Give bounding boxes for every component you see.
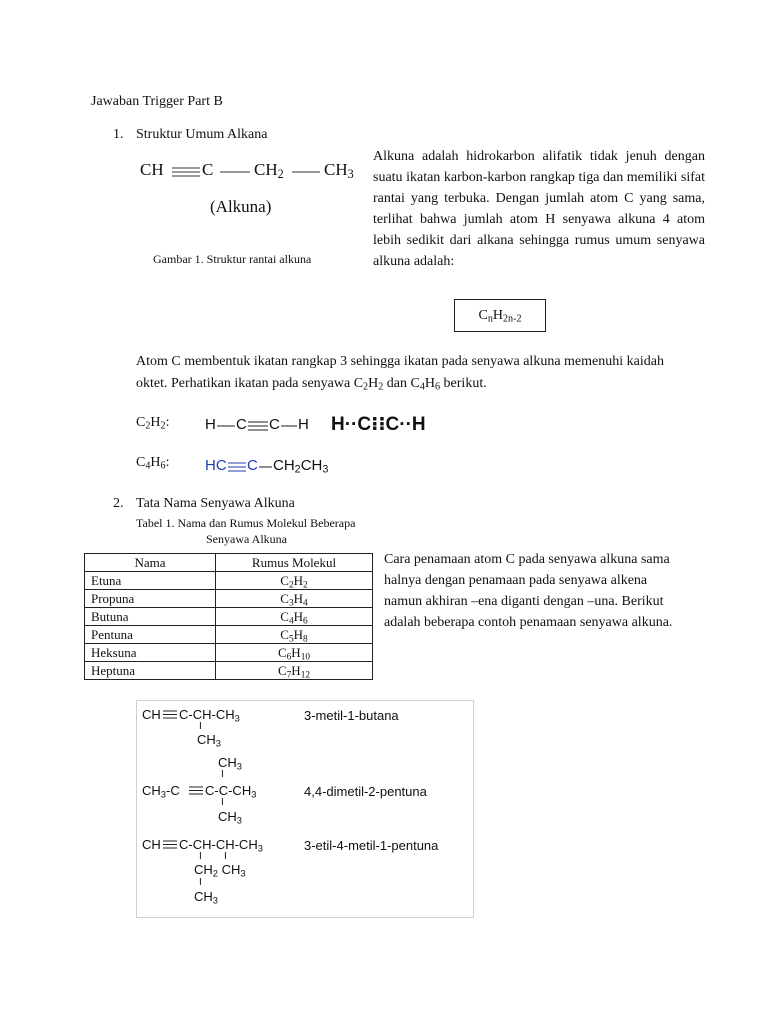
table-row xyxy=(85,572,373,590)
example-2-name: 4,4-dimetil-2-pentuna xyxy=(304,784,427,799)
table-row xyxy=(85,626,373,644)
table-row xyxy=(85,590,373,608)
atom-c: C xyxy=(202,160,214,179)
table-cell-formula: $C_4H_6$ xyxy=(216,608,373,626)
c2h2-label: $C_2H_2$: xyxy=(136,415,170,432)
table-row xyxy=(85,608,373,626)
table-caption-line-1: Tabel 1. Nama dan Rumus Molekul Beberapa xyxy=(136,516,356,530)
naming-examples-figure xyxy=(136,700,474,918)
section-2-title: Tata Nama Senyawa Alkuna xyxy=(136,496,295,511)
atom-ch3: $CH_3$ xyxy=(324,160,354,182)
table-row xyxy=(85,644,373,662)
table-cell-name: Heptuna xyxy=(85,662,216,680)
document-heading: Jawaban Trigger Part B xyxy=(91,94,223,109)
table-cell-formula: $C_7H_{12}$ xyxy=(216,662,373,680)
table-cell-formula: $C_2H_2$ xyxy=(216,572,373,590)
table-cell-formula: $C_6H_{10}$ xyxy=(216,644,373,662)
alkyne-structure-label: (Alkuna) xyxy=(210,197,272,216)
table-header-name: Nama xyxy=(85,554,216,572)
octet-paragraph: Atom C membentuk ikatan rangkap 3 sehingga ikatan pada senyawa alkuna memenuhi kaidah oktet. Perhatikan ikatan pada senyawa $C_2H_2$ dan $C_4H_6$ berikut. xyxy=(136,354,664,393)
single-bond-icon xyxy=(281,425,297,427)
table-cell-name: Butuna xyxy=(85,608,216,626)
example-1-structure: CH $C-CH-CH_3$ I $CH_3$ xyxy=(142,707,240,749)
figure-caption: Gambar 1. Struktur rantai alkuna xyxy=(153,252,312,266)
c2h2-structural-formula: H C C H xyxy=(205,416,309,433)
table-header-row xyxy=(85,554,373,572)
section-1-number: 1. xyxy=(113,127,124,142)
triple-bond-icon xyxy=(228,462,246,472)
c4h6-label: $C_4H_6$: xyxy=(136,455,170,472)
triple-bond-icon xyxy=(172,166,200,178)
table-caption-line-2: Senyawa Alkuna xyxy=(206,532,287,546)
triple-bond-icon xyxy=(189,786,203,795)
alkyne-names-table xyxy=(84,553,373,680)
example-2-structure: $CH_3$ I $CH_3-C$ $C-C-CH_3$ I $CH_3$ xyxy=(142,755,257,826)
c4h6-structural-formula: HC C $CH_2CH_3$ xyxy=(205,457,329,476)
example-3-name: 3-etil-4-metil-1-pentuna xyxy=(304,838,439,853)
table-cell-name: Etuna xyxy=(85,572,216,590)
triple-bond-icon xyxy=(163,840,177,849)
single-bond-icon xyxy=(259,466,272,468)
atom-ch: CH xyxy=(140,160,164,179)
atom-ch2: $CH_2$ xyxy=(254,160,284,182)
single-bond-icon xyxy=(292,171,320,173)
single-bond-icon xyxy=(217,425,235,427)
section-2-number: 2. xyxy=(113,496,124,511)
c2h2-lewis-structure: H··C⁝⁝C··H xyxy=(331,414,426,435)
triple-bond-icon xyxy=(163,710,177,719)
naming-paragraph: Cara penamaan atom C pada senyawa alkuna sama halnya dengan penamaan pada senyawa alkena namun akhiran –ena diganti dengan –una. Berikut adalah beberapa contoh penamaan senyawa alkuna. xyxy=(384,552,673,630)
section-1-title: Struktur Umum Alkana xyxy=(136,127,268,142)
triple-bond-icon xyxy=(248,421,268,431)
table-cell-name: Pentuna xyxy=(85,626,216,644)
example-1-name: 3-metil-1-butana xyxy=(304,708,399,723)
table-cell-formula: $C_5H_8$ xyxy=(216,626,373,644)
general-formula-box: $C_nH_{2n-2}$ xyxy=(454,299,546,332)
table-cell-formula: $C_3H_4$ xyxy=(216,590,373,608)
table-cell-name: Heksuna xyxy=(85,644,216,662)
table-header-formula: Rumus Molekul xyxy=(216,554,373,572)
table-row xyxy=(85,662,373,680)
single-bond-icon xyxy=(220,171,250,173)
table-cell-name: Propuna xyxy=(85,590,216,608)
alkyne-definition-paragraph: Alkuna adalah hidrokarbon alifatik tidak jenuh dengan suatu ikatan karbon-karbon rangkap tiga dan memiliki sifat rantai yang terbuka. Dengan jumlah atom C yang sama, terlihat bahwa jumlah atom H senyawa alkuna 4 atom lebih sedikit dari alkana sehingga rumus umum senyawa alkuna adalah: xyxy=(373,149,705,269)
alkyne-structure-figure xyxy=(140,160,360,184)
example-3-structure: CH $C-CH-CH-CH_3$ I I $CH_2$ $CH_3$ I $CH_3$ xyxy=(142,837,263,906)
